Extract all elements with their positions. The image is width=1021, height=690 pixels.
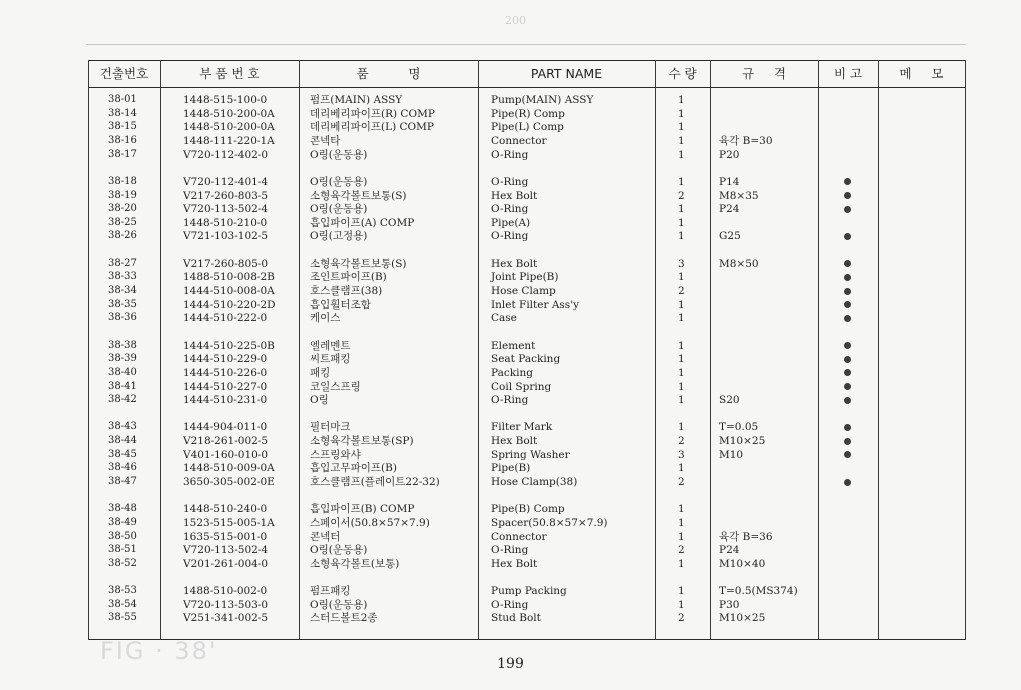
cell-part-number: 1444-510-225-0B <box>183 339 275 352</box>
cell-item-number: 38-40 <box>108 366 137 378</box>
cell-item-number: 38-34 <box>108 285 137 296</box>
cell-korean-name: 호스클램프(38) <box>310 285 383 297</box>
header-part-number: 부 품 번 호 <box>199 66 260 81</box>
cell-quantity: 1 <box>678 94 685 106</box>
cell-part-number: V217-260-805-0 <box>183 257 269 270</box>
cell-korean-name: O링(운동용) <box>310 544 368 557</box>
cell-part-name: Pipe(R) Comp <box>491 107 565 120</box>
cell-part-number: 1444-510-008-0A <box>183 285 275 297</box>
cell-korean-name: 데리베리파이프(L) COMP <box>310 121 434 134</box>
col-border <box>160 60 161 640</box>
cell-quantity: 1 <box>678 216 685 229</box>
note-dot-icon <box>844 301 851 308</box>
cell-item-number: 38-55 <box>108 612 137 624</box>
cell-korean-name: 엘레멘트 <box>310 339 351 352</box>
cell-part-name: O-Ring <box>491 394 529 407</box>
col-border <box>818 60 819 640</box>
cell-part-name: O-Ring <box>491 175 529 188</box>
cell-item-number: 38-15 <box>108 121 137 133</box>
cell-korean-name: 데리베리파이프(R) COMP <box>310 107 435 120</box>
cell-part-name: Pipe(L) Comp <box>491 121 564 134</box>
note-dot-icon <box>844 233 851 240</box>
cell-korean-name: O링(운동용) <box>310 148 368 161</box>
cell-quantity: 1 <box>678 271 685 284</box>
cell-quantity: 1 <box>678 516 685 529</box>
cell-item-number: 38-46 <box>108 462 137 474</box>
cell-korean-name: O링(고정용) <box>310 230 368 243</box>
cell-item-number: 38-42 <box>108 394 137 406</box>
cell-part-number: V401-160-010-0 <box>183 448 269 461</box>
cell-korean-name: O링(운동용) <box>310 598 368 611</box>
cell-korean-name: 코일스프링 <box>310 380 361 393</box>
cell-part-number: 1444-904-011-0 <box>183 421 268 434</box>
cell-item-number: 38-49 <box>108 516 137 528</box>
cell-item-number: 38-26 <box>108 230 137 242</box>
note-dot-icon <box>844 383 851 390</box>
cell-spec: 육각 B=30 <box>719 134 773 147</box>
header-note: 비 고 <box>833 66 863 81</box>
note-dot-icon <box>844 451 851 458</box>
note-dot-icon <box>844 288 851 295</box>
cell-quantity: 3 <box>678 257 685 270</box>
cell-quantity: 2 <box>678 285 685 297</box>
cell-part-number: V201-261-004-0 <box>183 557 269 570</box>
cell-item-number: 38-35 <box>108 298 137 310</box>
cell-part-name: Joint Pipe(B) <box>491 271 559 284</box>
note-dot-icon <box>844 192 851 199</box>
cell-spec: M10×25 <box>719 435 766 448</box>
cell-korean-name: O링 <box>310 394 329 407</box>
cell-item-number: 38-36 <box>108 312 137 324</box>
cell-part-number: 1448-510-210-0 <box>183 216 268 229</box>
cell-quantity: 2 <box>678 189 685 202</box>
table-bottom-border <box>88 639 966 640</box>
col-border <box>655 60 656 640</box>
cell-quantity: 2 <box>678 476 685 488</box>
cell-part-name: Seat Packing <box>491 353 561 366</box>
cell-part-number: 1448-111-220-1A <box>183 134 275 147</box>
cell-korean-name: 호스클램프(플레이트22-32) <box>310 476 440 488</box>
col-border <box>478 60 479 640</box>
cell-korean-name: 흡입파이프(A) COMP <box>310 216 415 229</box>
cell-item-number: 38-50 <box>108 530 137 542</box>
cell-spec: T=0.05 <box>719 421 759 434</box>
cell-item-number: 38-01 <box>108 94 137 105</box>
cell-spec: P20 <box>719 148 740 161</box>
cell-quantity: 1 <box>678 421 685 434</box>
cell-part-name: Case <box>491 312 517 325</box>
cell-spec: S20 <box>719 394 740 407</box>
cell-item-number: 38-41 <box>108 380 137 392</box>
cell-item-number: 38-48 <box>108 503 137 515</box>
cell-quantity: 1 <box>678 121 685 134</box>
cell-part-name: Coil Spring <box>491 380 552 393</box>
cell-part-name: Hex Bolt <box>491 189 538 202</box>
col-border <box>299 60 300 640</box>
cell-part-number: 1523-515-005-1A <box>183 516 275 529</box>
cell-quantity: 1 <box>678 366 685 379</box>
cell-part-name: Hose Clamp <box>491 285 556 297</box>
cell-quantity: 1 <box>678 134 685 147</box>
col-border <box>965 60 966 640</box>
cell-item-number: 38-52 <box>108 557 137 569</box>
cell-quantity: 1 <box>678 353 685 366</box>
cell-item-number: 38-19 <box>108 189 137 201</box>
page-border <box>86 44 966 45</box>
cell-korean-name: O링(운동용) <box>310 203 368 216</box>
cell-korean-name: 흡입고무파이프(B) <box>310 462 397 475</box>
cell-korean-name: 흡입휠터조합 <box>310 298 371 311</box>
cell-part-name: Inlet Filter Ass'y <box>491 298 580 311</box>
cell-part-name: Pipe(B) Comp <box>491 503 565 516</box>
cell-part-name: O-Ring <box>491 148 529 161</box>
cell-quantity: 1 <box>678 557 685 570</box>
cell-quantity: 1 <box>678 598 685 611</box>
cell-item-number: 38-39 <box>108 353 137 365</box>
cell-quantity: 2 <box>678 544 685 557</box>
col-border <box>88 60 89 640</box>
header-spec: 규 격 <box>741 66 787 81</box>
note-dot-icon <box>844 356 851 363</box>
cell-quantity: 1 <box>678 394 685 407</box>
cell-part-name: Spacer(50.8×57×7.9) <box>491 516 608 529</box>
cell-item-number: 38-20 <box>108 203 137 215</box>
note-dot-icon <box>844 206 851 213</box>
cell-part-name: O-Ring <box>491 544 529 557</box>
col-border <box>710 60 711 640</box>
cell-spec: M10×25 <box>719 612 766 625</box>
cell-spec: P24 <box>719 544 740 557</box>
cell-quantity: 1 <box>678 339 685 352</box>
cell-part-number: 1444-510-227-0 <box>183 380 268 393</box>
note-dot-icon <box>844 342 851 349</box>
cell-korean-name: 패킹 <box>310 366 331 379</box>
cell-item-number: 38-33 <box>108 271 137 283</box>
cell-spec: M10×40 <box>719 557 766 570</box>
cell-korean-name: 소형육각볼트보통(SP) <box>310 435 414 448</box>
cell-part-number: 1448-510-009-0A <box>183 462 275 475</box>
note-dot-icon <box>844 438 851 445</box>
cell-part-number: 1444-510-226-0 <box>183 366 268 379</box>
cell-quantity: 2 <box>678 435 685 448</box>
cell-part-number: 1444-510-231-0 <box>183 394 268 407</box>
cell-part-number: V720-113-502-4 <box>183 203 269 216</box>
col-border <box>878 60 879 640</box>
cell-korean-name: 콘넥터 <box>310 530 341 543</box>
cell-quantity: 1 <box>678 175 685 188</box>
cell-part-number: V720-112-402-0 <box>183 148 269 161</box>
cell-item-number: 38-45 <box>108 448 137 460</box>
cell-part-name: Connector <box>491 530 547 543</box>
cell-part-number: 1635-515-001-0 <box>183 530 268 543</box>
cell-korean-name: 케이스 <box>310 312 341 325</box>
cell-spec: P30 <box>719 598 740 611</box>
cell-korean-name: O링(운동용) <box>310 175 368 188</box>
cell-item-number: 38-43 <box>108 421 137 433</box>
cell-quantity: 1 <box>678 503 685 516</box>
cell-part-number: 1448-515-100-0 <box>183 94 268 106</box>
cell-item-number: 38-51 <box>108 544 137 556</box>
cell-quantity: 1 <box>678 203 685 216</box>
cell-quantity: 1 <box>678 530 685 543</box>
cell-part-name: Spring Washer <box>491 448 570 461</box>
cell-item-number: 38-18 <box>108 175 137 187</box>
cell-korean-name: 스터드볼트2종 <box>310 612 378 625</box>
cell-korean-name: 스페이서(50.8×57×7.9) <box>310 516 430 529</box>
cell-korean-name: 펌프(MAIN) ASSY <box>310 94 403 106</box>
cell-part-number: V720-113-503-0 <box>183 598 269 611</box>
cell-quantity: 1 <box>678 230 685 243</box>
header-memo: 메 모 <box>899 66 944 81</box>
cell-item-number: 38-17 <box>108 148 137 160</box>
cell-part-number: 1448-510-200-0A <box>183 121 275 134</box>
cell-item-number: 38-53 <box>108 585 137 597</box>
cell-item-number: 38-47 <box>108 476 137 487</box>
cell-part-name: Pump Packing <box>491 585 567 598</box>
cell-quantity: 2 <box>678 612 685 625</box>
cell-item-number: 38-38 <box>108 339 137 351</box>
cell-part-number: V720-113-502-4 <box>183 544 269 557</box>
cell-item-number: 38-14 <box>108 107 137 119</box>
cell-spec: P14 <box>719 175 740 188</box>
faint-bleed-text: FIG · 38' <box>100 637 218 665</box>
cell-item-number: 38-27 <box>108 257 137 269</box>
note-dot-icon <box>844 315 851 322</box>
cell-spec: M8×35 <box>719 189 759 202</box>
cell-korean-name: 조인트파이프(B) <box>310 271 387 284</box>
cell-part-name: Pipe(B) <box>491 462 531 475</box>
cell-part-number: V218-261-002-5 <box>183 435 269 448</box>
cell-part-name: O-Ring <box>491 230 529 243</box>
header-part-name: PART NAME <box>530 66 603 81</box>
note-dot-icon <box>844 274 851 281</box>
cell-part-number: 1448-510-240-0 <box>183 503 268 516</box>
cell-part-name: Hex Bolt <box>491 435 538 448</box>
cell-quantity: 1 <box>678 585 685 598</box>
note-dot-icon <box>844 369 851 376</box>
cell-part-number: 1488-510-002-0 <box>183 585 268 598</box>
cell-part-name: Pipe(A) <box>491 216 531 229</box>
note-dot-icon <box>844 260 851 267</box>
cell-spec: M8×50 <box>719 257 759 270</box>
cell-part-number: V720-112-401-4 <box>183 175 269 188</box>
cell-quantity: 1 <box>678 148 685 161</box>
cell-quantity: 3 <box>678 448 685 461</box>
cell-quantity: 1 <box>678 107 685 120</box>
cell-spec: T=0.5(MS374) <box>719 585 798 598</box>
cell-item-number: 38-44 <box>108 435 137 447</box>
top-page-mark: 200 <box>505 14 526 27</box>
cell-part-number: V217-260-803-5 <box>183 189 269 202</box>
cell-item-number: 38-25 <box>108 216 137 228</box>
cell-part-name: O-Ring <box>491 203 529 216</box>
note-dot-icon <box>844 479 851 486</box>
cell-part-name: Packing <box>491 366 533 379</box>
cell-quantity: 1 <box>678 462 685 475</box>
cell-korean-name: 소형육각볼트(보통) <box>310 557 400 570</box>
cell-korean-name: 씨트패킹 <box>310 353 351 366</box>
cell-part-name: Hex Bolt <box>491 557 538 570</box>
cell-part-name: Filter Mark <box>491 421 553 434</box>
cell-part-number: V251-341-002-5 <box>183 612 269 625</box>
note-dot-icon <box>844 424 851 431</box>
header-korean-name: 품 명 <box>356 66 421 81</box>
cell-quantity: 1 <box>678 380 685 393</box>
cell-part-name: O-Ring <box>491 598 529 611</box>
cell-spec: G25 <box>719 230 741 243</box>
cell-part-name: Connector <box>491 134 547 147</box>
cell-part-number: 1488-510-008-2B <box>183 271 275 284</box>
cell-part-number: 1444-510-229-0 <box>183 353 268 366</box>
cell-korean-name: 소형육각볼트보통(S) <box>310 189 407 202</box>
header-divider <box>88 87 966 88</box>
cell-part-number: 1444-510-220-2D <box>183 298 276 311</box>
cell-item-number: 38-54 <box>108 598 137 610</box>
parts-table <box>88 60 966 640</box>
cell-korean-name: 소형육각볼트보통(S) <box>310 257 407 270</box>
cell-part-number: 1448-510-200-0A <box>183 107 275 120</box>
cell-korean-name: 흡입파이프(B) COMP <box>310 503 415 516</box>
note-dot-icon <box>844 178 851 185</box>
cell-quantity: 1 <box>678 298 685 311</box>
header-item-no: 건출번호 <box>99 66 149 81</box>
note-dot-icon <box>844 397 851 404</box>
cell-spec: P24 <box>719 203 740 216</box>
cell-korean-name: 필터마크 <box>310 421 351 434</box>
cell-korean-name: 스프링와샤 <box>310 448 361 461</box>
cell-item-number: 38-16 <box>108 134 137 146</box>
cell-part-name: Hex Bolt <box>491 257 538 270</box>
page-number: 199 <box>497 656 524 672</box>
cell-part-name: Hose Clamp(38) <box>491 476 578 488</box>
cell-part-number: V721-103-102-5 <box>183 230 269 243</box>
cell-korean-name: 콘넥타 <box>310 134 341 147</box>
header-quantity: 수 량 <box>668 66 697 81</box>
cell-spec: 육각 B=36 <box>719 530 773 543</box>
cell-part-number: 3650-305-002-0E <box>183 476 275 488</box>
cell-quantity: 1 <box>678 312 685 325</box>
cell-part-name: Element <box>491 339 536 352</box>
cell-spec: M10 <box>719 448 744 461</box>
cell-part-name: Pump(MAIN) ASSY <box>491 94 594 106</box>
cell-part-name: Stud Bolt <box>491 612 541 625</box>
cell-korean-name: 펌프패킹 <box>310 585 351 598</box>
cell-part-number: 1444-510-222-0 <box>183 312 268 325</box>
